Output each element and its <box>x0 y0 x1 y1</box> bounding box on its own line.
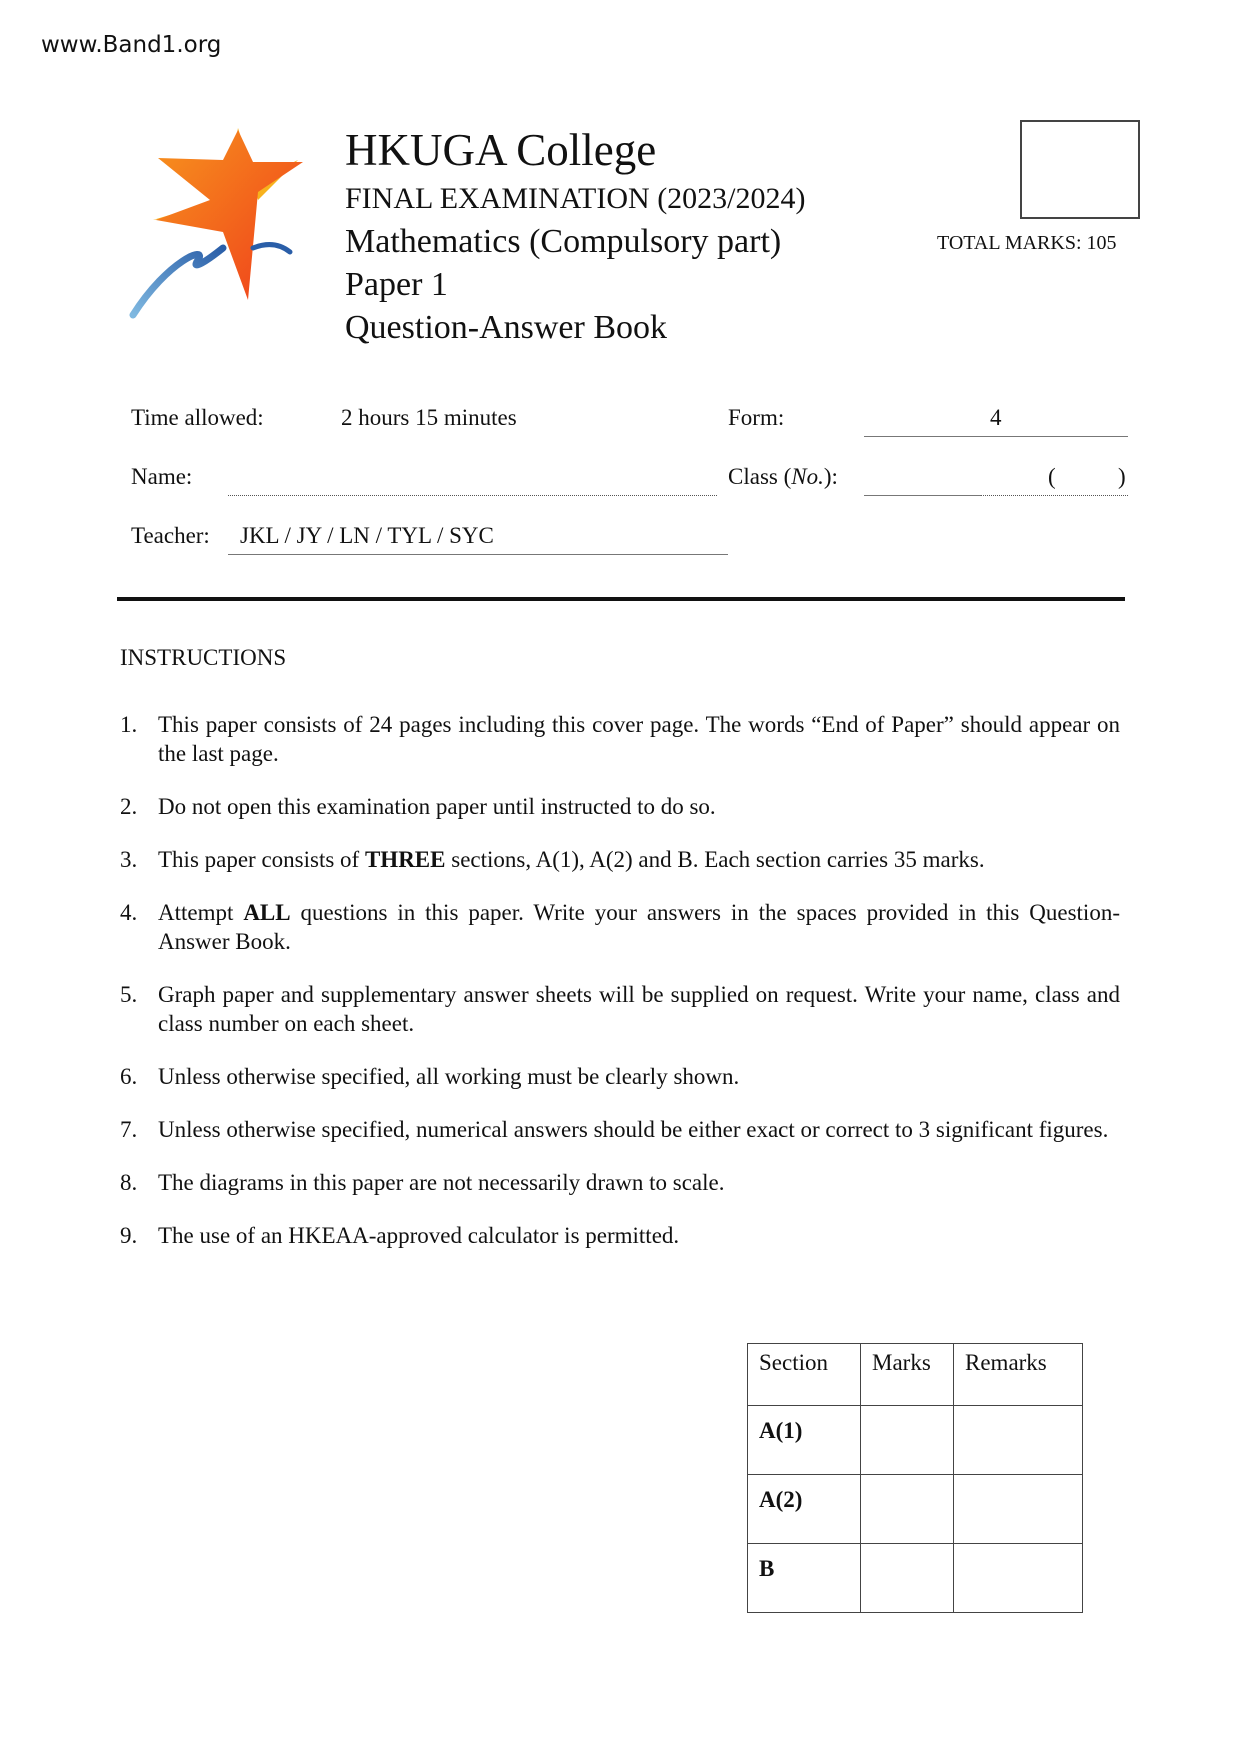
class-number-paren-close: ) <box>1118 464 1126 489</box>
instruction-number: 6. <box>120 1064 138 1089</box>
watermark: www.Band1.org <box>41 32 222 58</box>
instruction-item <box>120 845 1120 874</box>
instruction-number: 9. <box>120 1223 138 1248</box>
school-name: HKUGA College <box>345 125 657 175</box>
instruction-text: Graph paper and supplementary answer sheets will be supplied on request. Write your name, class and class number on each sheet. <box>158 982 1120 1036</box>
teacher-label: Teacher: <box>131 523 210 548</box>
header-marks: Marks <box>861 1344 954 1406</box>
instruction-emphasis: THREE <box>364 847 446 872</box>
section-cell: A(2) <box>748 1475 861 1544</box>
table-row <box>748 1544 1083 1613</box>
instruction-text: The diagrams in this paper are not necessarily drawn to scale. <box>158 1170 725 1195</box>
exam-title: FINAL EXAMINATION (2023/2024) <box>345 182 806 215</box>
instruction-text: The use of an HKEAA-approved calculator is permitted. <box>158 1223 680 1248</box>
instruction-text: This paper consists of <box>158 847 365 872</box>
table-row <box>748 1406 1083 1475</box>
remarks-cell[interactable] <box>954 1406 1083 1475</box>
name-label: Name: <box>131 464 193 489</box>
form-field[interactable] <box>864 436 1128 437</box>
exam-header <box>345 123 806 349</box>
instruction-item <box>120 1221 1120 1250</box>
form-label: Form: <box>728 405 785 430</box>
instruction-number: 2. <box>120 794 138 819</box>
remarks-cell[interactable] <box>954 1475 1083 1544</box>
section-cell: B <box>748 1544 861 1613</box>
instruction-text: Unless otherwise specified, numerical answers should be either exact or correct to 3 significant figures. <box>158 1117 1109 1142</box>
class-number-paren-open: ( <box>1048 464 1056 489</box>
marks-cell[interactable] <box>861 1475 954 1544</box>
instruction-text: questions in this paper. Write your answers in the spaces provided in this Question-Answer Book. <box>158 900 1120 954</box>
form-value: 4 <box>990 405 1002 430</box>
class-label-no: No. <box>791 464 824 489</box>
instruction-text: Unless otherwise specified, all working must be clearly shown. <box>158 1064 740 1089</box>
instructions-list <box>120 710 1120 1274</box>
class-field[interactable] <box>864 495 981 496</box>
class-label <box>728 464 838 490</box>
time-allowed-value: 2 hours 15 minutes <box>341 405 517 430</box>
marks-cell[interactable] <box>861 1544 954 1613</box>
instruction-number: 4. <box>120 900 138 925</box>
instruction-item <box>120 1062 1120 1091</box>
time-allowed-label: Time allowed: <box>131 405 264 430</box>
instruction-item <box>120 1115 1120 1144</box>
section-cell: A(1) <box>748 1406 861 1475</box>
instruction-number: 1. <box>120 712 138 737</box>
section-divider <box>117 597 1125 601</box>
teacher-field[interactable] <box>228 554 728 555</box>
instruction-number: 7. <box>120 1117 138 1142</box>
instruction-text: This paper consists of 24 pages including this cover page. The words “End of Paper” should appear on the last page. <box>158 712 1120 766</box>
instructions-title: INSTRUCTIONS <box>120 645 287 670</box>
teacher-value: JKL / JY / LN / TYL / SYC <box>240 523 494 548</box>
class-label-prefix: Class ( <box>728 464 792 489</box>
instruction-number: 8. <box>120 1170 138 1195</box>
star-logo-icon <box>128 120 308 330</box>
name-field[interactable] <box>228 495 717 496</box>
instruction-emphasis: ALL <box>243 900 291 925</box>
class-number-field[interactable] <box>981 495 1128 496</box>
instruction-number: 5. <box>120 982 138 1007</box>
instruction-text: Attempt <box>158 900 244 925</box>
header-remarks: Remarks <box>954 1344 1083 1406</box>
subject-title: Mathematics (Compulsory part) <box>345 223 782 260</box>
total-score-box[interactable] <box>1020 120 1140 219</box>
instruction-number: 3. <box>120 847 138 872</box>
marks-cell[interactable] <box>861 1406 954 1475</box>
instruction-item <box>120 980 1120 1038</box>
header-section: Section <box>748 1344 861 1406</box>
total-marks: TOTAL MARKS: 105 <box>937 232 1117 254</box>
paper-number: Paper 1 <box>345 266 448 303</box>
instruction-item <box>120 710 1120 768</box>
instruction-item <box>120 898 1120 956</box>
table-row <box>748 1475 1083 1544</box>
booklet-title: Question-Answer Book <box>345 309 668 346</box>
class-label-suffix: ): <box>823 464 838 489</box>
marks-table <box>747 1343 1083 1613</box>
marks-table-header <box>748 1344 1083 1406</box>
remarks-cell[interactable] <box>954 1544 1083 1613</box>
instruction-item <box>120 1168 1120 1197</box>
instruction-text: sections, A(1), A(2) and B. Each section carries 35 marks. <box>445 847 985 872</box>
instruction-item <box>120 792 1120 821</box>
instruction-text: Do not open this examination paper until instructed to do so. <box>158 794 716 819</box>
